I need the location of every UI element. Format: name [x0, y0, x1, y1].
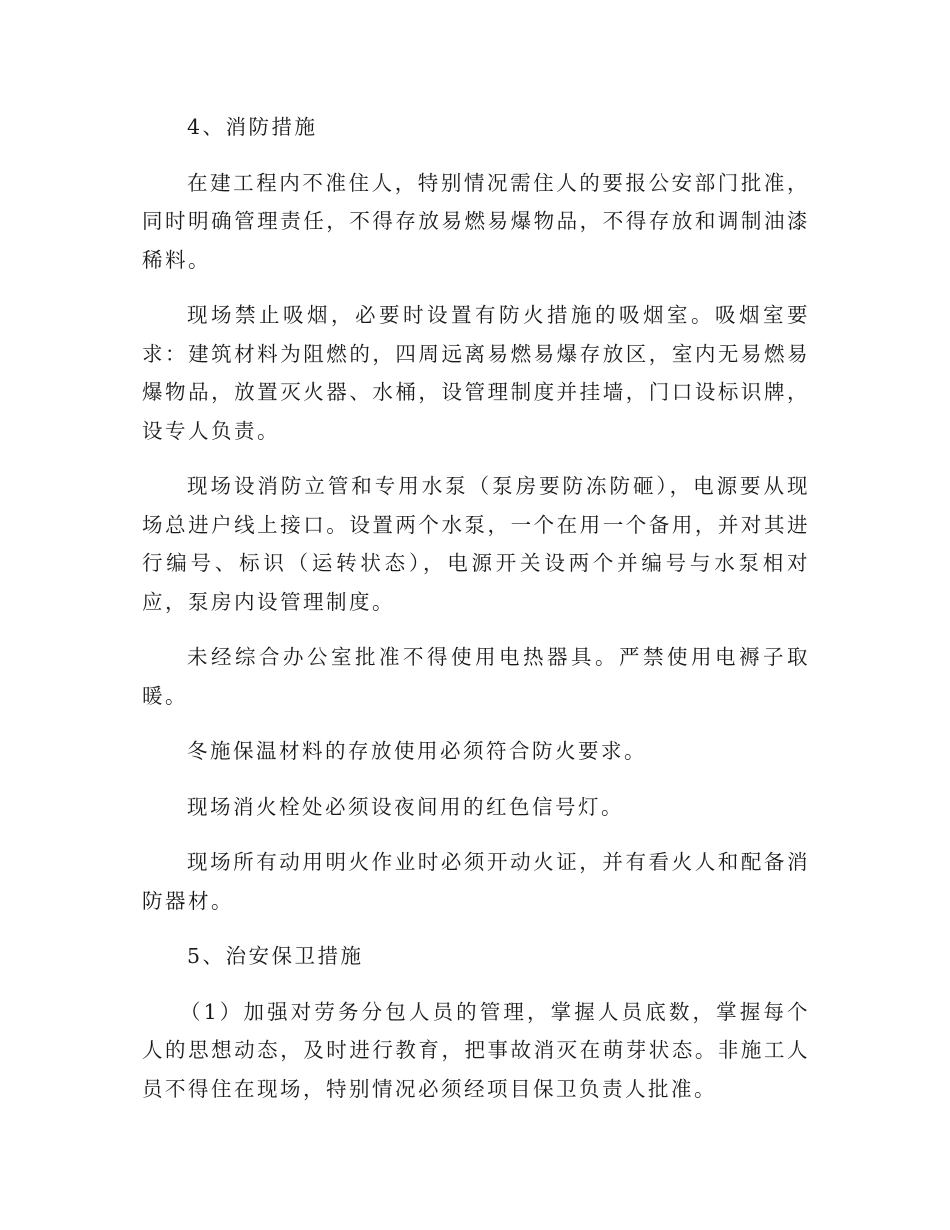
- section-heading-fire-protection: 4、消防措施: [187, 115, 318, 139]
- paragraph-no-residence: 在建工程内不准住人，特别情况需住人的要报公安部门批准，同时明确管理责任，不得存放易燃易爆物品，不得存放和调制油漆稀料。: [142, 170, 810, 272]
- paragraph-hot-work-permit: 现场所有动用明火作业时必须开动火证，并有看火人和配备消防器材。: [142, 850, 810, 913]
- paragraph-insulation-materials: 冬施保温材料的存放使用必须符合防火要求。: [187, 739, 647, 763]
- paragraph-fire-pump: 现场设消防立管和专用水泵（泵房要防冻防砸），电源要从现场总进户线上接口。设置两个水泵，一个在用一个备用，并对其进行编号、标识（运转状态），电源开关设两个并编号与水泵相对应，泵房内设管理制度。: [142, 474, 810, 614]
- section-heading-security: 5、治安保卫措施: [187, 944, 364, 968]
- paragraph-hydrant-signal-light: 现场消火栓处必须设夜间用的红色信号灯。: [187, 794, 624, 819]
- paragraph-labor-management: （1）加强对劳务分包人员的管理，掌握人员底数，掌握每个人的思想动态，及时进行教育，把事故消灭在萌芽状态。非施工人员不得住在现场，特别情况必须经项目保卫负责人批准。: [142, 999, 810, 1101]
- paragraph-electric-heaters: 未经综合办公室批准不得使用电热器具。严禁使用电褥子取暖。: [142, 645, 810, 708]
- document-body: [142, 108, 810, 1125]
- paragraph-no-smoking: 现场禁止吸烟，必要时设置有防火措施的吸烟室。吸烟室要求：建筑材料为阻燃的，四周远离易燃易爆存放区，室内无易燃易爆物品，放置灭火器、水桶，设管理制度并挂墙，门口设标识牌，设专人负责。: [142, 303, 810, 443]
